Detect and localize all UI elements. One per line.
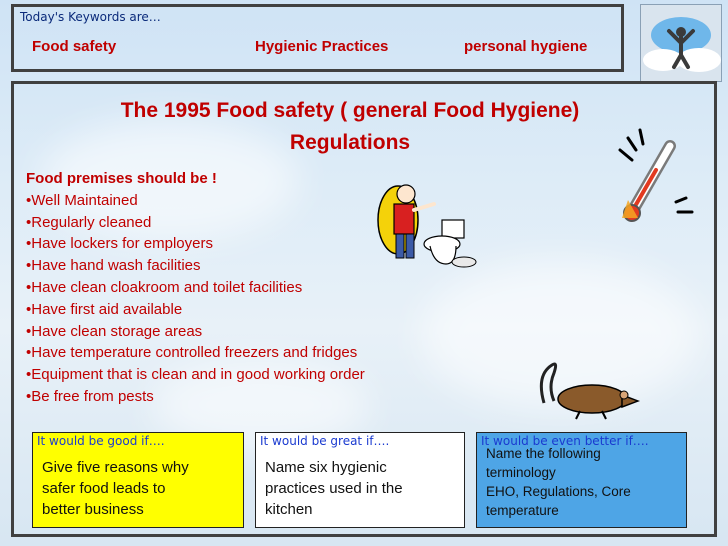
list-item: •Well Maintained (26, 191, 138, 209)
thermometer-icon (598, 120, 698, 230)
list-heading: Food premises should be ! (26, 170, 217, 187)
page-title (40, 95, 660, 159)
task-line: terminology (486, 465, 556, 480)
requirements-list (26, 168, 365, 408)
task-line: EHO, Regulations, Core (486, 484, 631, 499)
keyword-hygienic-practices: Hygienic Practices (255, 38, 389, 55)
task-line: better business (42, 501, 144, 518)
task-line: temperature (486, 503, 559, 518)
task-label: It would be even better if…. (481, 434, 649, 448)
task-line: kitchen (265, 501, 313, 518)
list-item: •Have first aid available (26, 300, 183, 318)
keyword-food-safety: Food safety (32, 38, 117, 55)
list-item: •Have hand wash facilities (26, 257, 201, 275)
task-line: Name six hygienic (265, 459, 387, 476)
task-box-great (255, 432, 465, 528)
task-line: practices used in the (265, 480, 403, 497)
task-line: Give five reasons why (42, 459, 189, 476)
list-item: •Regularly cleaned (26, 213, 152, 231)
list-item: •Have clean cloakroom and toilet facilities (26, 278, 303, 296)
keyword-personal-hygiene: personal hygiene (464, 38, 588, 55)
keywords-heading: Today's Keywords are… (20, 10, 161, 24)
list-item: •Have lockers for employers (26, 235, 213, 253)
title-line-2: Regulations (289, 131, 411, 154)
rat-icon (530, 355, 640, 425)
task-line: Name the following (486, 446, 601, 461)
task-label: It would be great if…. (260, 434, 390, 448)
list-item: •Equipment that is clean and in good working order (26, 366, 365, 384)
keywords-box (11, 4, 624, 72)
list-item: •Be free from pests (26, 387, 154, 405)
task-label: It would be good if…. (37, 434, 165, 448)
task-box-even-better (476, 432, 687, 528)
task-line: safer food leads to (42, 480, 166, 497)
toilet-cartoon-icon (372, 180, 482, 275)
task-box-good (32, 432, 244, 528)
title-line-1: The 1995 Food safety ( general Food Hygiene) (120, 99, 580, 122)
logo-person-icon (640, 4, 722, 82)
list-item: •Have temperature controlled freezers and fridges (26, 344, 358, 362)
list-item: •Have clean storage areas (26, 322, 203, 340)
